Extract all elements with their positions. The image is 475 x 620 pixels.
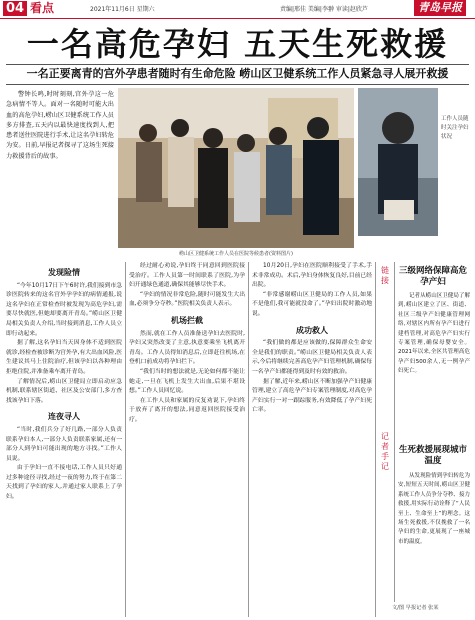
paragraph: 据了解,近年来,崂山区不断加强孕产妇健康管理,建立了高危孕产妇专案管理制度,对高危孕产妇实行一对一跟踪服务,有效降低了孕产妇死亡率。 <box>252 378 372 414</box>
page-header-bar <box>0 0 475 19</box>
divider <box>6 64 469 65</box>
column-divider <box>248 262 249 617</box>
subtitle-airport: 机场拦截 <box>171 315 203 325</box>
paragraph: 从发现险情到孕妇转危为安,短短五天时间,崂山区卫健系统工作人员争分夺秒、接力救援,用实际行动诠释了“人民至上、生命至上”的理念。这场生死救援,不仅挽救了一名孕妇的生命,更展现了一座城市的温度。 <box>398 473 470 545</box>
paragraph: “孕妇的情况非常危险,随时可能发生大出血,必须争分夺秒。”医院相关负责人表示。 <box>129 291 245 308</box>
newspaper-logo: 青岛早报 <box>414 0 466 16</box>
inset-caption: 工作人员随时关注孕妇状况 <box>441 116 469 140</box>
reporter-credit: 文/图 早报记者 张某 <box>392 605 439 611</box>
sidebar-headline-2: 生死救援展现城市温度 <box>398 445 467 466</box>
column-divider <box>125 262 126 617</box>
issue-date: 2021年11月6日 星期六 <box>90 6 155 13</box>
paragraph: 经过耐心劝说,孕妇终于同意回到医院接受治疗。工作人员第一时间联系了医院,为孕妇开通绿色通道,确保其能够尽快手术。 <box>129 263 245 289</box>
paragraph: “非常感谢崂山区卫健局的工作人员,如果不是他们,我可能就没命了。”孕妇出院时激动地说。 <box>252 291 372 317</box>
paragraph: 据了解,这名孕妇当天因身体不适到医院就诊,经检查被诊断为宫外孕,有大出血风险,医生建议其马上住院治疗,但该孕妇以各种理由拒绝住院,并准备乘车离开青岛。 <box>6 340 122 375</box>
sidebar-tag-reporter-note: 记者手记 <box>381 432 389 471</box>
subtitle-search: 连夜寻人 <box>48 412 80 422</box>
paragraph: “当时,我们兵分了好几路,一部分人负责联系孕妇本人,一部分人负责联系家属,还有一部分人到孕妇可能出现的地方寻找。”工作人员说。 <box>6 426 122 462</box>
section-name: 看点 <box>30 1 55 15</box>
page-number: 04 <box>3 1 27 16</box>
paragraph: 10月20日,孕妇在医院顺利接受了手术,手术非常成功。术后,孕妇身体恢复良好,目前已经出院。 <box>252 263 372 289</box>
paragraph: 在工作人员和家属的反复劝说下,孕妇终于放弃了离开的想法,同意返回医院接受治疗。 <box>129 397 245 423</box>
paragraph: “我们当时的想法就是,无论如何都不能让她走,一旦在飞机上发生大出血,后果不堪设想。”工作人员回忆说。 <box>129 368 245 395</box>
article-column-3 <box>252 262 372 416</box>
paragraph: 记者从崂山区卫健局了解到,崂山区建立了区、街道、社区三级孕产妇健康管理网络,对辖区内所有孕产妇进行建档管理,对高危孕产妇实行专案管理,确保母婴安全。2021年以来,全区共管理高危孕产妇500余人,无一例孕产妇死亡。 <box>398 293 470 375</box>
main-photo-illustration <box>118 88 354 248</box>
paragraph: “今年10月17日下午6时许,我们接到市急诊医院转来的这名宫外孕孕妇的病情通报,说这名孕妇在正常检查时被发现为高危孕妇,需要尽快就医,但她却要离开青岛。”崂山区卫健局相关负责人介绍,当时接到消息,工作人员立即行动起来。 <box>6 282 122 337</box>
main-photo <box>118 88 354 248</box>
column-divider <box>375 262 376 617</box>
paragraph: 然而,就在工作人员准备送孕妇去医院时,孕妇又突然改变了主意,执意要乘坐飞机离开青岛。工作人员得知消息后,立即赶往机场,在登机口前成功将孕妇拦下。 <box>129 330 245 366</box>
sub-headline: 一名正要离青的宫外孕患者随时有生命危险 崂山区卫健系统工作人员紧急寻人展开救援 <box>26 67 449 80</box>
editor-credits: 责编|邢佳 美编|李翀 审读|赵欣芦 <box>280 6 368 13</box>
subtitle-success: 成功救人 <box>296 325 328 335</box>
paragraph: 了解情况后,崂山区卫健局立即启动应急机制,联系辖区街道、社区及公安部门,多方查找该孕妇下落。 <box>6 378 122 404</box>
main-headline: 一名高危孕妇 五天生死救援 <box>26 25 449 63</box>
sidebar-tag-link: 链接 <box>381 266 389 285</box>
sidebar-text-1 <box>398 292 470 377</box>
photo-caption: 崂山区卫健系统工作人员在医院等候患者(资料图片) <box>179 251 293 257</box>
article-column-1 <box>6 262 122 503</box>
inset-photo <box>358 88 438 236</box>
subtitle-discovery: 发现险情 <box>48 268 80 277</box>
divider <box>6 84 469 85</box>
paragraph: “我们做的都是应该做的,保障群众生命安全是我们的职责。”崂山区卫健局相关负责人表示,今后将继续完善高危孕产妇管理机制,确保每一名孕产妇都能得到及时有效的救治。 <box>252 340 372 375</box>
article-column-2 <box>129 262 245 426</box>
paragraph: 由于孕妇一直不接电话,工作人员只好通过多种途径寻找,经过一夜的努力,终于在第二天找到了孕妇的家人,并通过家人联系上了孕妇。 <box>6 465 122 501</box>
inset-photo-illustration <box>358 88 438 236</box>
sidebar-text-2 <box>398 472 470 547</box>
sidebar-headline-1: 三级网络保障高危孕产妇 <box>398 266 467 287</box>
intro-paragraph: 警钟长鸣,时时刻刻,宫外孕这一危急病情不等人。面对一名随时可能大出血的高危孕妇,崂山区卫健系统工作人员多方排查,五天内以最快速度找到人,把患者送往医院进行手术,让这名孕妇转危为安。日前,早报记者探寻了这场生死接力救援背后的故事。 <box>6 91 114 160</box>
sidebar-divider <box>394 262 395 602</box>
